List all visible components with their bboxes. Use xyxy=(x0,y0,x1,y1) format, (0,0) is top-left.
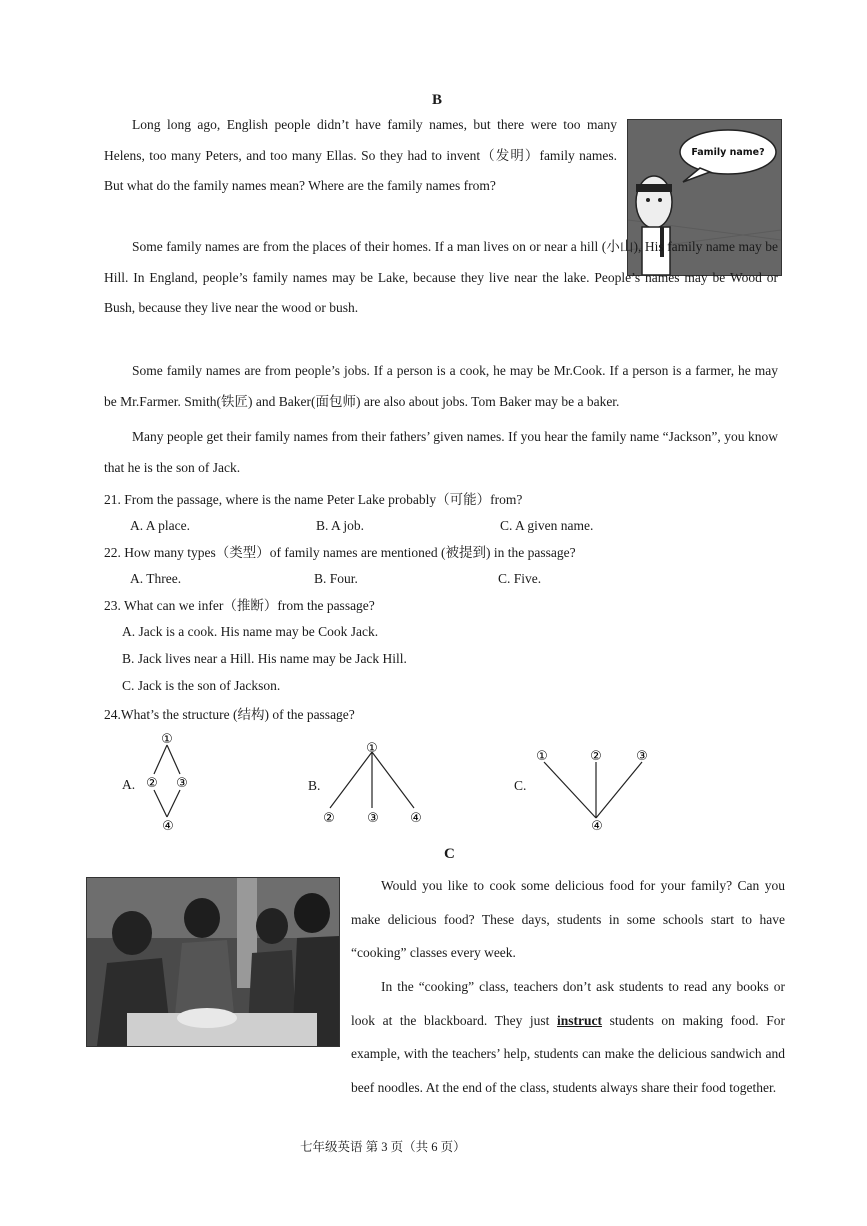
diagram-a-node-2: ② xyxy=(146,776,158,791)
question-23-option-b[interactable]: B. Jack lives near a Hill. His name may be Jack Hill. xyxy=(122,651,407,666)
diagram-b-node-4: ④ xyxy=(410,811,422,826)
question-24-option-a[interactable]: A. xyxy=(122,777,136,792)
diagram-b-node-2: ② xyxy=(323,811,335,826)
diagram-c-node-4: ④ xyxy=(591,819,603,834)
diagram-a-node-1: ① xyxy=(161,732,173,747)
question-22-option-a[interactable]: A. Three. xyxy=(130,571,182,586)
question-22: 22. How many types（类型）of family names are mentioned (被提到) in the passage? xyxy=(104,545,576,560)
diagram-b xyxy=(318,736,428,828)
diagram-c-node-1: ① xyxy=(536,749,548,764)
section-c-heading: C xyxy=(444,846,455,862)
diagram-c-node-2: ② xyxy=(590,749,602,764)
question-22-option-b[interactable]: B. Four. xyxy=(314,571,358,586)
passage-b-paragraph-2: Some family names are from the places of their homes. If a man lives on or near a hill (小山), His family name may be Hill. In England, people’s family names may be Lake, because they live near the lake. People’s names may be Wood or Bush, because they live near the wood or bush. xyxy=(104,239,778,315)
question-24-option-c[interactable]: C. xyxy=(514,778,527,793)
section-b-heading: B xyxy=(432,92,443,108)
diagram-a-node-3: ③ xyxy=(176,776,188,791)
page-footer: 七年级英语 第 3 页（共 6 页） xyxy=(300,1140,466,1154)
question-23: 23. What can we infer（推断）from the passage? xyxy=(104,598,375,613)
question-21-option-b[interactable]: B. A job. xyxy=(316,518,365,533)
question-21-option-c[interactable]: C. A given name. xyxy=(500,518,594,533)
diagram-b-node-1: ① xyxy=(366,741,378,756)
bubble-text: Family name? xyxy=(691,147,765,158)
cooking-students-icon xyxy=(87,878,339,1046)
cooking-class-photo xyxy=(86,877,340,1047)
question-24: 24.What’s the structure (结构) of the passage? xyxy=(104,707,355,722)
passage-b-paragraph-1: Long long ago, English people didn’t have family names, but there were too many Helens, too many Peters, and too many Ellas. So they had to invent（发明）family names. But what do the family names mean? Where are the family names from? xyxy=(104,117,617,193)
underlined-word-instruct: instruct xyxy=(557,1012,603,1028)
diagram-a-node-4: ④ xyxy=(162,819,174,834)
passage-c-paragraph-1: Would you like to cook some delicious food for your family? Can you make delicious food? These days, students in some schools start to have “cooking” classes every week. xyxy=(351,878,785,960)
diagram-c-node-3: ③ xyxy=(636,749,648,764)
passage-c-paragraph-2a: In the “cooking” class, teachers don’t ask students to read any books or look at the blackboard. They just instruct students on making food. For example, with the teachers’ help, students can make the delicious sandwich and beef noodles. At the end of the class, students always share their food together. xyxy=(351,979,785,1095)
diagram-a xyxy=(138,730,198,834)
question-23-option-a[interactable]: A. Jack is a cook. His name may be Cook Jack. xyxy=(122,624,379,639)
question-22-option-c[interactable]: C. Five. xyxy=(498,571,542,586)
passage-b-paragraph-3: Some family names are from people’s jobs. If a person is a cook, he may be Mr.Cook. If a person is a farmer, he may be Mr.Farmer. Smith(铁匠) and Baker(面包师) are also about jobs. Tom Baker may be a baker. xyxy=(104,363,778,409)
question-21: 21. From the passage, where is the name Peter Lake probably（可能）from? xyxy=(104,492,523,507)
diagram-c xyxy=(530,742,655,836)
diagram-b-node-3: ③ xyxy=(367,811,379,826)
question-23-option-c[interactable]: C. Jack is the son of Jackson. xyxy=(122,678,281,693)
question-21-option-a[interactable]: A. A place. xyxy=(130,518,190,533)
question-24-option-b[interactable]: B. xyxy=(308,778,321,793)
passage-b-paragraph-4: Many people get their family names from their fathers’ given names. If you hear the family name “Jackson”, you know that he is the son of Jack. xyxy=(104,429,778,475)
